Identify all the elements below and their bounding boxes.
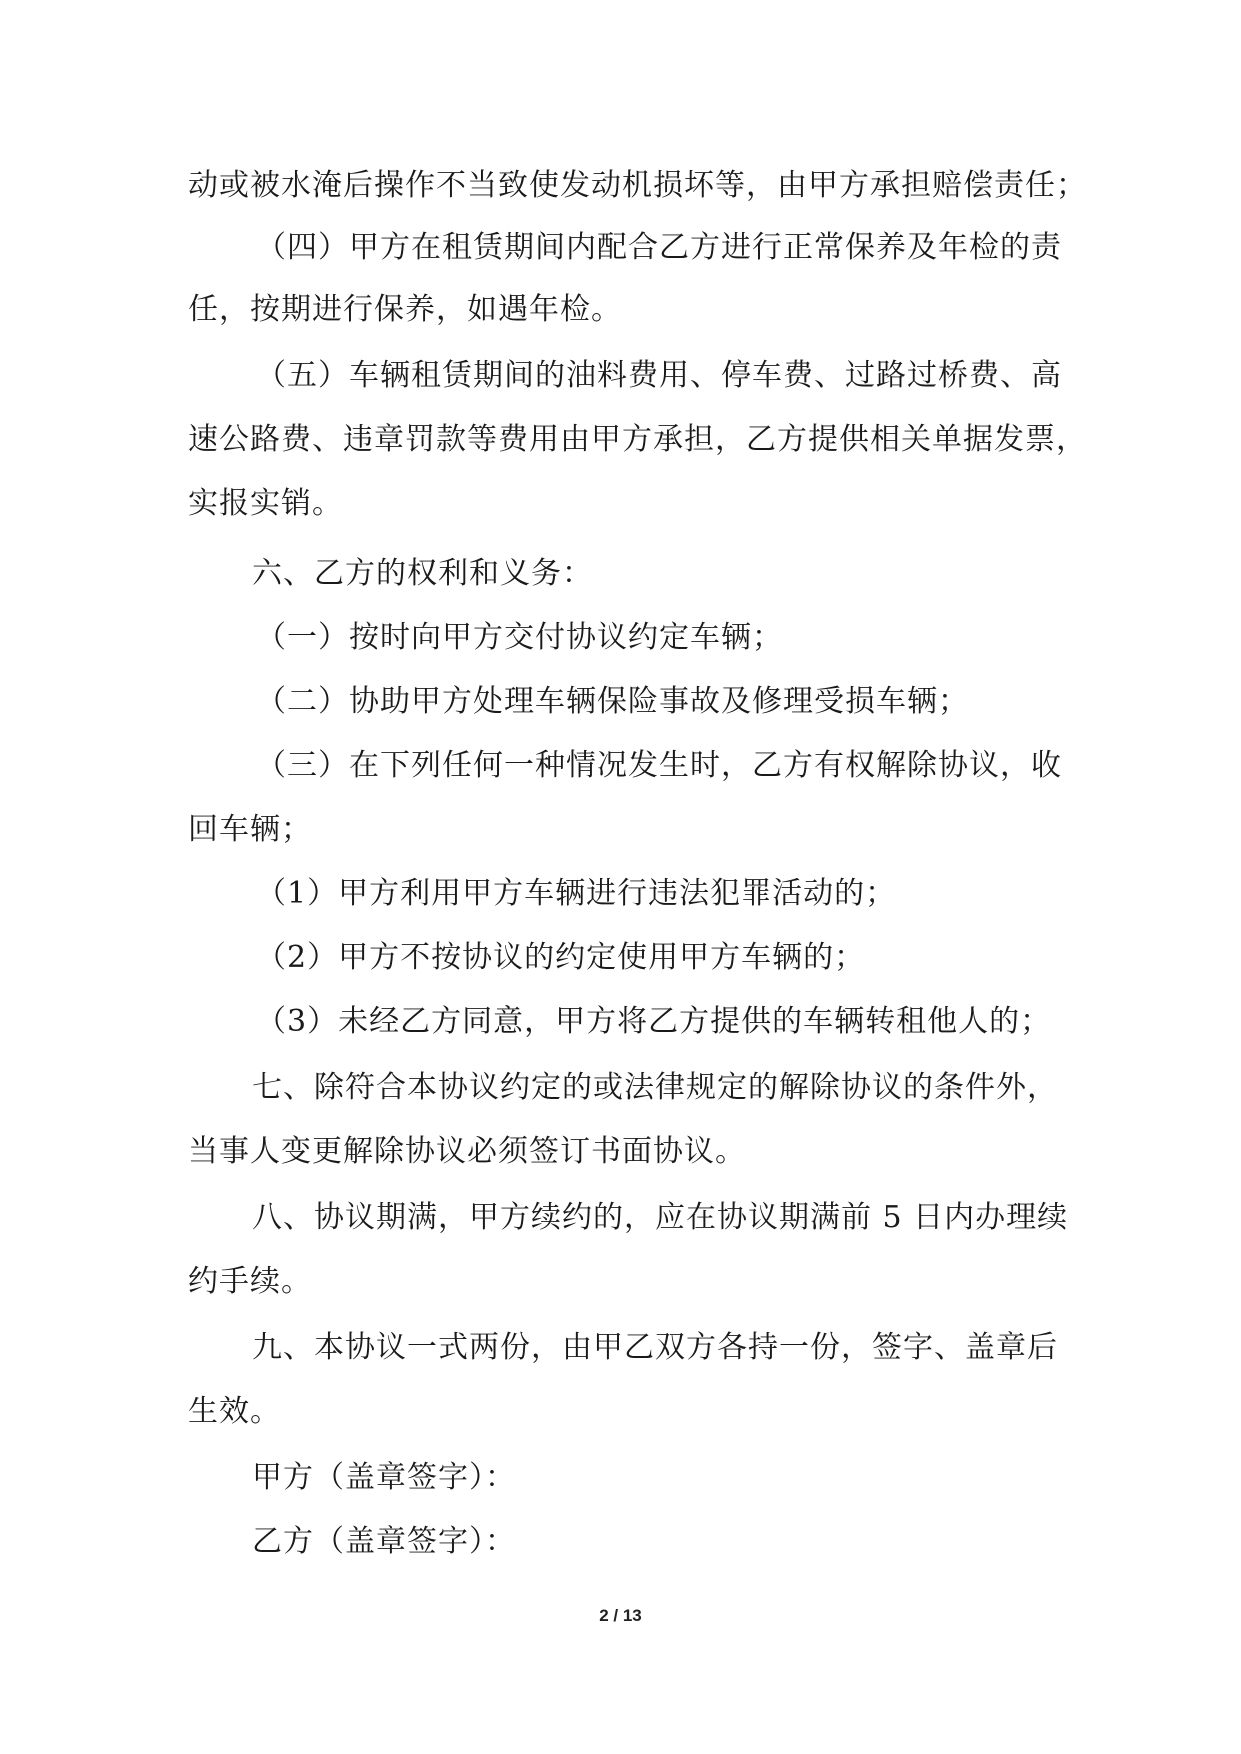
text-line: 动或被水淹后操作不当致使发动机损坏等，由甲方承担赔偿责任； bbox=[188, 168, 1087, 203]
text-line: 当事人变更解除协议必须签订书面协议。 bbox=[188, 1134, 746, 1169]
section-heading: 六、乙方的权利和义务： bbox=[252, 556, 593, 591]
text-line: （三）在下列任何一种情况发生时，乙方有权解除协议，收 bbox=[256, 748, 1062, 783]
text-line: 任，按期进行保养，如遇年检。 bbox=[188, 292, 622, 327]
section-heading: 七、除符合本协议约定的或法律规定的解除协议的条件外， bbox=[252, 1070, 1058, 1105]
text-line: （2）甲方不按协议的约定使用甲方车辆的； bbox=[256, 940, 866, 975]
text-line: （五）车辆租赁期间的油料费用、停车费、过路过桥费、高 bbox=[256, 358, 1062, 393]
text-line: （四）甲方在租赁期间内配合乙方进行正常保养及年检的责 bbox=[256, 230, 1062, 265]
section-heading: 九、本协议一式两份，由甲乙双方各持一份，签字、盖章后 bbox=[252, 1330, 1058, 1365]
signature-line-party-a: 甲方（盖章签字）： bbox=[252, 1460, 516, 1495]
page-number: 2 / 13 bbox=[599, 1606, 642, 1625]
text-line: （二）协助甲方处理车辆保险事故及修理受损车辆； bbox=[256, 684, 969, 719]
signature-line-party-b: 乙方（盖章签字）： bbox=[252, 1524, 516, 1559]
text-line: 生效。 bbox=[188, 1394, 281, 1429]
text-line: 回车辆； bbox=[188, 812, 312, 847]
text-line: 速公路费、违章罚款等费用由甲方承担，乙方提供相关单据发票， bbox=[188, 422, 1087, 457]
section-heading: 八、协议期满，甲方续约的，应在协议期满前 5 日内办理续 bbox=[252, 1200, 1069, 1235]
text-line: （3）未经乙方同意，甲方将乙方提供的车辆转租他人的； bbox=[256, 1004, 1052, 1039]
text-line: （一）按时向甲方交付协议约定车辆； bbox=[256, 620, 783, 655]
text-line: 实报实销。 bbox=[188, 486, 343, 521]
text-line: （1）甲方利用甲方车辆进行违法犯罪活动的； bbox=[256, 876, 897, 911]
text-line: 约手续。 bbox=[188, 1264, 312, 1299]
